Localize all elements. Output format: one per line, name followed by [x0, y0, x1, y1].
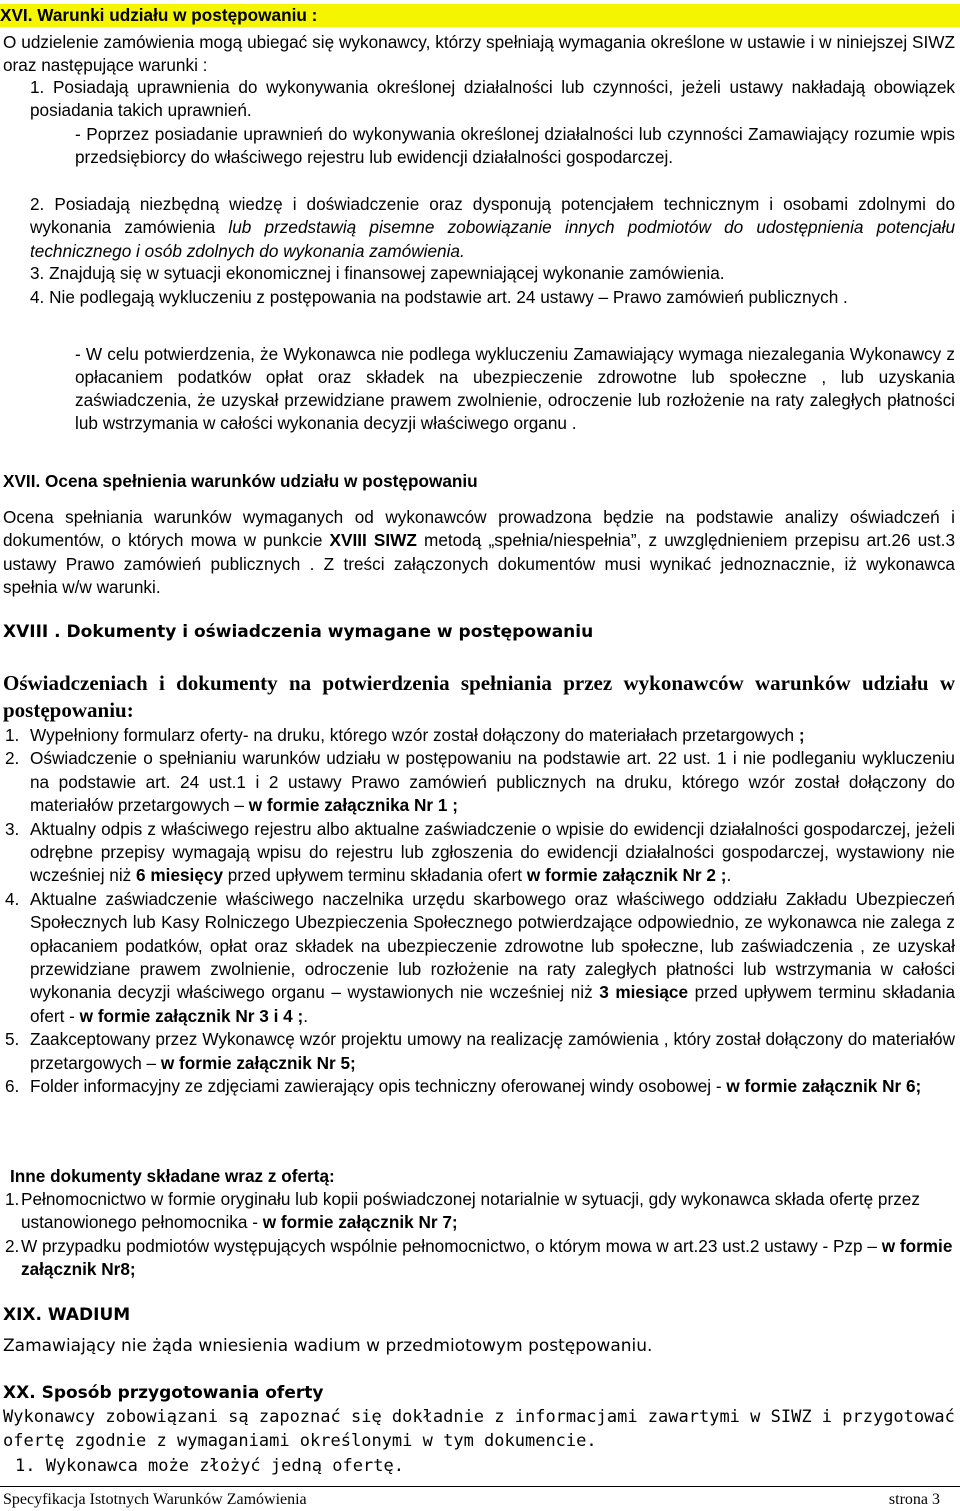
other-document-item-1-bold: w formie załącznik Nr 7;: [262, 1212, 458, 1233]
document-item-4-tail: .: [303, 1005, 308, 1026]
other-documents-list: [5, 1188, 955, 1282]
condition-2-text: Posiadają niezbędną wiedzę i doświadczenie oraz dysponują potencjałem technicznym i osobami zdolnymi do wykonania zamówienia: [30, 194, 956, 238]
condition-1: 1. Posiadają uprawnienia do wykonywania określonej działalności lub czynności, jeżeli ustawy nakładają obowiązek posiadania takich uprawnień.: [30, 77, 955, 121]
document-item-2: [5, 747, 955, 817]
section-16-intro: O udzielenie zamówienia mogą ubiegać się wykonawcy, którzy spełniają wymagania określone w ustawie i w niniejszej SIWZ oraz następujące warunki :: [3, 32, 955, 76]
condition-1-note: - Poprzez posiadanie uprawnień do wykonywania określonej działalności lub czynności Zamawiający rozumie wpis przedsiębiorcy do właściwego rejestru lub ewidencji działalności gospodarczej.: [75, 124, 955, 168]
section-19-title: XIX. WADIUM: [3, 1305, 131, 1325]
condition-2: [30, 193, 955, 263]
document-item-3-text2: przed upływem terminu składania ofert: [227, 865, 523, 886]
document-item-5: [5, 1028, 955, 1075]
footer-rule: [0, 1486, 960, 1487]
section-16-title-bar: [0, 4, 960, 27]
condition-3: 3. Znajdują się w sytuacji ekonomicznej i finansowej zapewniającej wykonanie zamówienia.: [30, 263, 725, 283]
document-item-3: [5, 818, 955, 888]
document-item-3-number: 3.: [5, 818, 20, 839]
section-20-item-1: 1. Wykonawca może złożyć jedną ofertę.: [15, 1456, 404, 1476]
document-item-4-text: Aktualne zaświadczenie właściwego naczelnika urzędu skarbowego oraz właściwego oddziału Zakładu Ubezpieczeń Społecznych lub Kasy Rolniczego Ubezpieczenia Społecznego potwierdzające odpowiednio, ze wykonawca nie zalega z opłacaniem podatków, opłat oraz składek na ubezpieczenie zdrowotne lub społeczne, lub zaświadczenia , ze uzyskał przewidziane prawem zwolnienie, odroczenie lub rozłożenie na raty zaległych płatności lub wstrzymania w całości wykonania decyzji właściwego organu – wystawionych nie wcześniej niż: [30, 888, 955, 1003]
document-item-5-text: Zaakceptowany przez Wykonawcę wzór projektu umowy na realizację zamówienia , który został dołączony do materiałów przetargowych –: [30, 1029, 955, 1073]
section-16-title: XVI. Warunki udziału w postępowaniu :: [0, 5, 318, 25]
document-item-6-number: 6.: [5, 1076, 20, 1097]
section-17-paragraph: [3, 506, 955, 600]
document-item-3-bold: 6 miesięcy: [136, 865, 224, 886]
other-document-item-1: [5, 1188, 955, 1235]
document-item-3-text: Aktualny odpis z właściwego rejestru albo aktualne zaświadczenie o wpisie do ewidencji działalności gospodarczej, jeżeli odrębne przepisy wymagają wpisu do rejestru lub zgłoszenia do ewidencji działalności gospodarczej, wystawiony nie wcześniej niż: [30, 818, 955, 886]
section-17-ref: XVIII SIWZ: [329, 530, 417, 551]
section-18-subtitle: Oświadczeniach i dokumenty na potwierdzenia spełniania przez wykonawców warunków udziału w postępowaniu:: [3, 671, 955, 722]
document-item-1-text: Wypełniony formularz oferty- na druku, którego wzór został dołączony do materiałach przetargowych: [30, 725, 795, 745]
document-item-6: [5, 1075, 955, 1098]
document-item-3-bold2: w formie załącznik Nr 2 ;: [526, 865, 727, 886]
document-item-1: [5, 724, 955, 747]
document-item-1-bold: ;: [798, 725, 805, 745]
footer-page-number: strona 3: [888, 1491, 940, 1508]
other-document-item-2: [5, 1235, 955, 1282]
document-item-2-text: Oświadczenie o spełnianiu warunków udziału w postępowaniu na podstawie art. 22 ust. 1 i nie podleganiu wykluczeniu na podstawie art. 24 ust.1 i 2 ustawy Prawo zamówień publicznych na druku, którego wzór został dołączony do materiałów przetargowych –: [30, 748, 955, 816]
document-item-1-number: 1.: [5, 725, 20, 745]
document-item-5-bold: w formie załącznik Nr 5;: [160, 1052, 356, 1073]
section-20-title: XX. Sposób przygotowania oferty: [3, 1383, 324, 1403]
exclusion-note: - W celu potwierdzenia, że Wykonawca nie podlega wykluczeniu Zamawiający wymaga niezalegania Wykonawcy z opłacaniem podatków opłat oraz składek na ubezpieczenie zdrowotne lub społeczne , lub uzyskania zaświadczenia, że uzyskał przewidziane prawem zwolnienie, odroczenie lub rozłożenie na raty zaległych płatności lub wstrzymania w całości wykonania decyzji właściwego organu .: [75, 344, 955, 433]
document-item-4-number: 4.: [5, 888, 20, 909]
footer-title: Specyfikacja Istotnych Warunków Zamówienia: [3, 1491, 307, 1508]
document-item-2-number: 2.: [5, 748, 20, 769]
document-item-4: [5, 888, 955, 1028]
document-item-3-tail: .: [726, 865, 732, 886]
document-item-4-text2: przed upływem terminu składania ofert -: [30, 982, 956, 1026]
other-document-item-1-text: Pełnomocnictwo w formie oryginału lub kopii poświadczonej notarialnie w sytuacji, gdy wykonawca składa ofertę przez ustanowionego pełnomocnika -: [21, 1189, 920, 1233]
document-item-6-bold: w formie załącznik Nr 6;: [726, 1076, 922, 1097]
document-item-2-bold: w formie załącznika Nr 1 ;: [248, 795, 458, 816]
condition-2-italic: lub przedstawią pisemne zobowiązanie innych podmiotów do udostępnienia potencjału technicznego i osób zdolnych do wykonania zamówienia.: [30, 217, 956, 261]
section-19-text: Zamawiający nie żąda wniesienia wadium w przedmiotowym postępowaniu.: [3, 1336, 653, 1356]
section-17-text-rest: metodą „spełnia/niespełnia”, z uwzględnieniem przepisu art.26 ust.3 ustawy Prawo zamówień publicznych . Z treści załączonych dokumentów musi wynikać jednoznacznie, iż wykonawca spełnia w/w warunki.: [3, 530, 955, 598]
document-item-6-text: Folder informacyjny ze zdjęciami zawierający opis techniczny oferowanej windy osobowej -: [30, 1076, 722, 1097]
section-17-title: XVII. Ocena spełnienia warunków udziału w postępowaniu: [3, 471, 478, 491]
condition-2-number: 2.: [30, 194, 45, 214]
other-documents-title: Inne dokumenty składane wraz z ofertą:: [10, 1166, 335, 1186]
condition-4: 4. Nie podlegają wykluczeniu z postępowania na podstawie art. 24 ustawy – Prawo zamówień publicznych .: [30, 287, 848, 307]
other-document-item-2-number: 2.: [5, 1235, 20, 1256]
required-documents-list: [5, 724, 955, 1099]
other-document-item-1-number: 1.: [5, 1189, 20, 1209]
section-18-title: XVIII . Dokumenty i oświadczenia wymagane w postępowaniu: [3, 622, 594, 642]
section-20-text: Wykonawcy zobowiązani są zapoznać się dokładnie z informacjami zawartymi w SIWZ i przygotować ofertę zgodnie z wymaganiami określonymi w tym dokumencie.: [3, 1407, 955, 1451]
document-item-4-bold: 3 miesiące: [599, 982, 688, 1003]
other-document-item-2-text: W przypadku podmiotów występujących wspólnie pełnomocnictwo, o którym mowa w art.23 ust.2 ustawy - Pzp –: [21, 1235, 877, 1256]
document-item-4-bold2: w formie załącznik Nr 3 i 4 ;: [79, 1005, 304, 1026]
document-item-5-number: 5.: [5, 1029, 20, 1050]
other-document-item-2-bold: w formie załącznik Nr8;: [21, 1235, 953, 1280]
section-17-text: Ocena spełniania warunków wymaganych od wykonawców prowadzona będzie na podstawie analizy oświadczeń i dokumentów, o których mowa w punkcie: [3, 507, 955, 551]
